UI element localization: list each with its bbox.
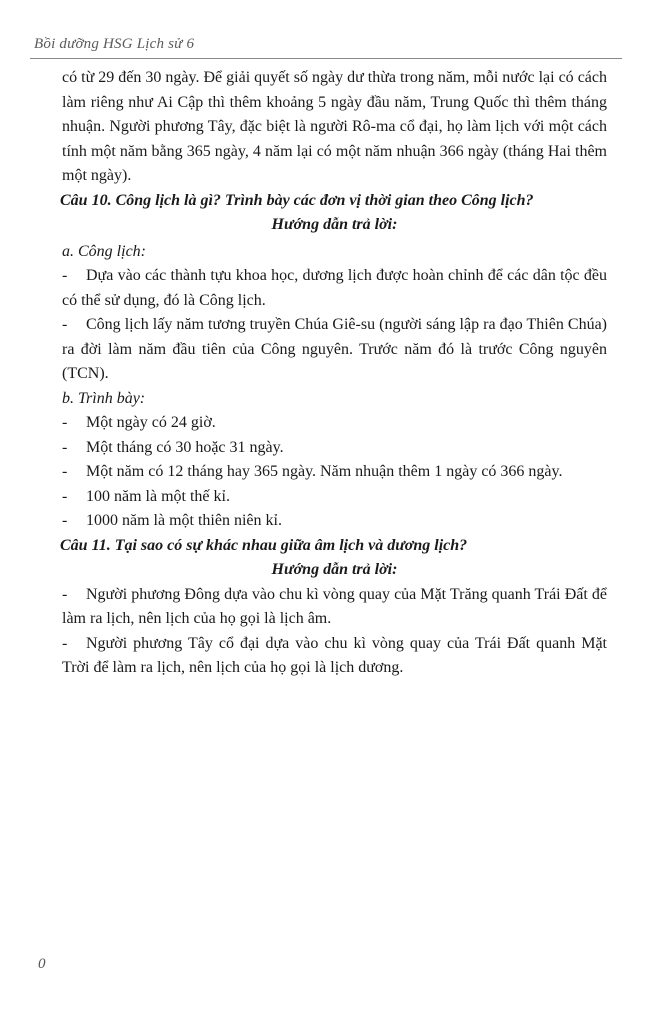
list-item bbox=[62, 583, 607, 632]
question-11-answer-guide: Hướng dẫn trả lời: bbox=[271, 561, 398, 578]
bullet-dash: - bbox=[62, 512, 68, 529]
bullet-dash: - bbox=[62, 634, 68, 652]
list-item bbox=[62, 411, 607, 436]
question-11-heading: Câu 11. Tại sao có sự khác nhau giữa âm lịch và dương lịch? bbox=[60, 536, 468, 554]
intro-paragraph: có từ 29 đến 30 ngày. Để giải quyết số ngày dư thừa trong năm, mỗi nước lại có cách làm riêng như Ai Cập thì thêm khoảng 5 ngày đầu năm, Trung Quốc thì thêm tháng nhuận. Người phương Tây, đặc biệt là người Rô-ma cổ đại, họ làm lịch với một cách tính một năm bằng 365 ngày, 4 năm lại có một năm nhuận 366 ngày (tháng Hai thêm một ngày). bbox=[62, 69, 607, 184]
question-10-heading: Câu 10. Công lịch là gì? Trình bày các đơn vị thời gian theo Công lịch? bbox=[60, 191, 534, 209]
bullet-dash: - bbox=[62, 463, 68, 480]
list-item bbox=[62, 313, 607, 387]
list-item-text: Người phương Tây cổ đại dựa vào chu kì vòng quay của Trái Đất quanh Mặt Trời để làm ra lịch, nên lịch của họ gọi là lịch dương. bbox=[62, 634, 607, 676]
list-item bbox=[62, 436, 607, 461]
list-item bbox=[62, 460, 607, 485]
list-item bbox=[62, 485, 607, 510]
running-header-title: Bồi dưỡng HSG Lịch sử 6 bbox=[34, 36, 195, 52]
list-item-text: 1000 năm là một thiên niên kỉ. bbox=[86, 512, 282, 529]
bullet-dash: - bbox=[62, 438, 68, 456]
question-10-part-b-label: b. Trình bày: bbox=[62, 389, 146, 407]
page-content bbox=[62, 66, 607, 681]
list-item bbox=[62, 509, 607, 534]
bullet-dash: - bbox=[62, 487, 68, 505]
list-item bbox=[62, 632, 607, 681]
bullet-dash: - bbox=[62, 316, 68, 333]
list-item bbox=[62, 264, 607, 313]
bullet-dash: - bbox=[62, 414, 68, 431]
question-10-part-a-label: a. Công lịch: bbox=[62, 242, 146, 260]
bullet-dash: - bbox=[62, 585, 68, 603]
list-item-text: Một ngày có 24 giờ. bbox=[86, 414, 216, 431]
list-item-text: Người phương Đông dựa vào chu kì vòng quay của Mặt Trăng quanh Trái Đất để làm ra lịch, nên lịch của họ gọi là lịch âm. bbox=[62, 585, 607, 627]
header-divider bbox=[30, 58, 622, 59]
bullet-dash: - bbox=[62, 267, 68, 284]
list-item-text: Một năm có 12 tháng hay 365 ngày. Năm nhuận thêm 1 ngày có 366 ngày. bbox=[86, 463, 563, 480]
question-10-answer-guide: Hướng dẫn trả lời: bbox=[271, 216, 398, 233]
list-item-text: 100 năm là một thế kỉ. bbox=[86, 487, 230, 505]
list-item-text: Một tháng có 30 hoặc 31 ngày. bbox=[86, 438, 284, 456]
page-number: 0 bbox=[38, 956, 46, 972]
list-item-text: Dựa vào các thành tựu khoa học, dương lịch được hoàn chỉnh để các dân tộc đều có thể sử dụng, đó là Công lịch. bbox=[62, 267, 607, 309]
list-item-text: Công lịch lấy năm tương truyền Chúa Giê-su (người sáng lập ra đạo Thiên Chúa) ra đời làm năm đầu tiên của Công nguyên. Trước năm đó là trước Công nguyên (TCN). bbox=[62, 316, 607, 382]
